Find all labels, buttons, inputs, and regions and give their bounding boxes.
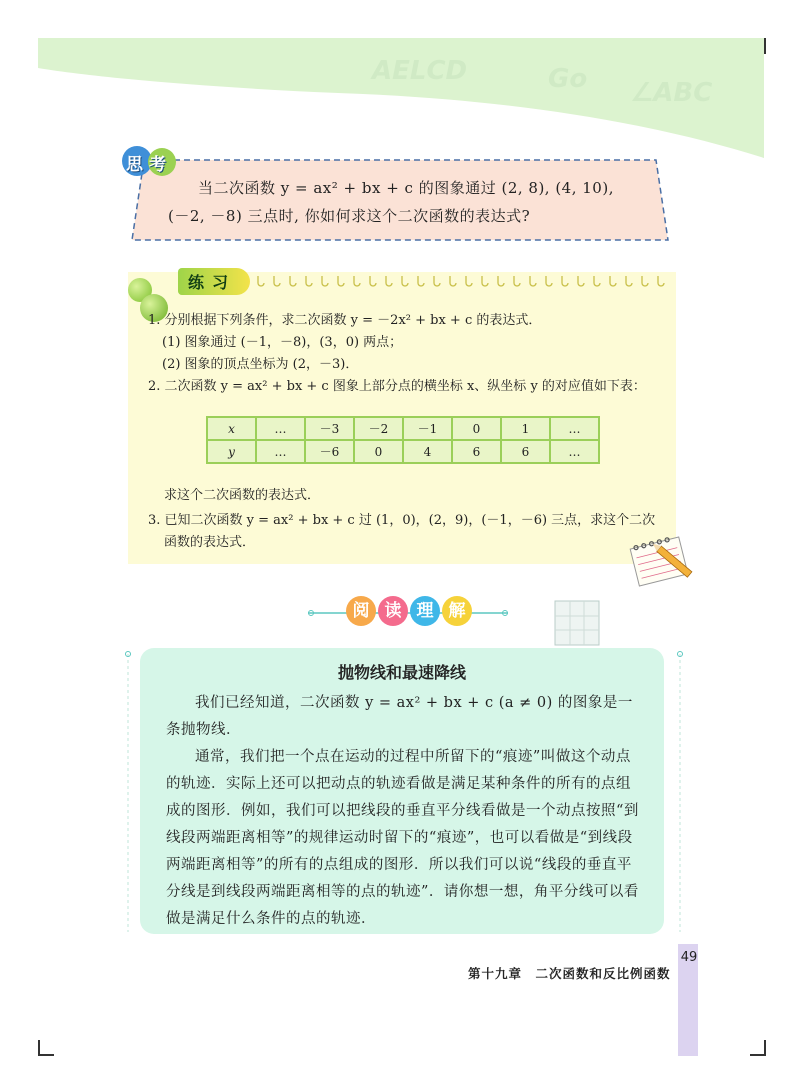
- think-badge: [122, 146, 182, 176]
- table-cell: y: [207, 440, 256, 463]
- section-char-4: 解: [442, 596, 472, 626]
- table-cell: …: [256, 417, 305, 440]
- table-cell: …: [256, 440, 305, 463]
- table-cell: x: [207, 417, 256, 440]
- section-char-1: 阅: [346, 596, 376, 626]
- grid-box-icon: [554, 600, 600, 646]
- table-cell: －6: [305, 440, 354, 463]
- page-number: 49: [680, 950, 698, 965]
- table-row: [207, 440, 599, 463]
- crop-mark-bottom-right: [750, 1040, 766, 1056]
- chapter-footer: 第十九章 二次函数和反比例函数: [468, 966, 671, 981]
- notepad-pencil-icon: [624, 534, 698, 588]
- exercise-body: [148, 310, 678, 398]
- table-cell: －1: [403, 417, 452, 440]
- reading-title: 抛物线和最速降线: [337, 663, 466, 682]
- header-decor-text-3: ∠ABC: [630, 78, 713, 108]
- exercise-item-1-2: (2) 图象的顶点坐标为 (2，－3)．: [162, 357, 359, 372]
- table-cell: 6: [501, 440, 550, 463]
- reading-paragraph-2: 通常，我们把一个点在运动的过程中所留下的“痕迹”叫做这个动点的轨迹．实际上还可以把动点的轨迹看做是满足某种条件的所有的点组成的图形．例如，我们可以把线段的垂直平分线看做是一个动点按照“到线段两端距离相等”的规律运动时留下的“痕迹”，也可以看做是“到线段两端距离相等”的所有的点组成的图形．所以我们可以说“线段的垂直平分线是到线段两端距离相等的点的轨迹”．请你想一想，角平分线可以看做是满足什么条件的点的轨迹．: [166, 749, 639, 927]
- exercise-badge-label: 练习: [178, 268, 250, 295]
- exercise-item-3: [148, 510, 678, 554]
- exercise-item-1-1: (1) 图象通过 (－1，－8)，(3，0) 两点；: [162, 335, 403, 350]
- exercise-item-2: 2. 二次函数 y = ax² + bx + c 图象上部分点的横坐标 x、纵坐标 y 的对应值如下表：: [148, 379, 646, 394]
- table-row: [207, 417, 599, 440]
- section-char-3: 理: [410, 596, 440, 626]
- header-decor-text-1: AELCD: [372, 56, 468, 86]
- exercise-after-table: 求这个二次函数的表达式．: [164, 488, 321, 503]
- value-table: [206, 416, 600, 464]
- think-badge-label: 思考: [126, 155, 172, 175]
- exercise-item-3-line-1: 3. 已知二次函数 y = ax² + bx + c 过 (1，0)，(2，9)，(－1，－6) 三点，求这个二次: [148, 513, 656, 528]
- table-cell: 4: [403, 440, 452, 463]
- exercise-badge: [178, 268, 250, 295]
- table-cell: 0: [452, 417, 501, 440]
- table-cell: －2: [354, 417, 403, 440]
- think-line-1: 当二次函数 y = ax² + bx + c 的图象通过 (2, 8), (4, 10),: [198, 179, 614, 197]
- exercise-item-3-line-2: 函数的表达式．: [164, 535, 256, 550]
- think-question: [168, 174, 658, 230]
- table-cell: 6: [452, 440, 501, 463]
- crop-mark-bottom-left: [38, 1040, 54, 1056]
- table-cell: 0: [354, 440, 403, 463]
- exercise-item-1: 1. 分别根据下列条件，求二次函数 y = －2x² + bx + c 的表达式．: [148, 313, 542, 328]
- table-cell: －3: [305, 417, 354, 440]
- table-cell: …: [550, 440, 599, 463]
- exercise-hook-border: [222, 274, 672, 288]
- reading-paragraph-1: 我们已经知道，二次函数 y = ax² + bx + c (a ≠ 0) 的图象是一条抛物线．: [166, 695, 633, 738]
- section-char-2: 读: [378, 596, 408, 626]
- reading-section-title: [346, 596, 472, 626]
- table-cell: 1: [501, 417, 550, 440]
- think-line-2: (－2, －8) 三点时, 你如何求这个二次函数的表达式?: [168, 207, 531, 225]
- reading-body: [166, 690, 644, 933]
- header-decor-text-2: Go: [548, 64, 588, 94]
- table-cell: …: [550, 417, 599, 440]
